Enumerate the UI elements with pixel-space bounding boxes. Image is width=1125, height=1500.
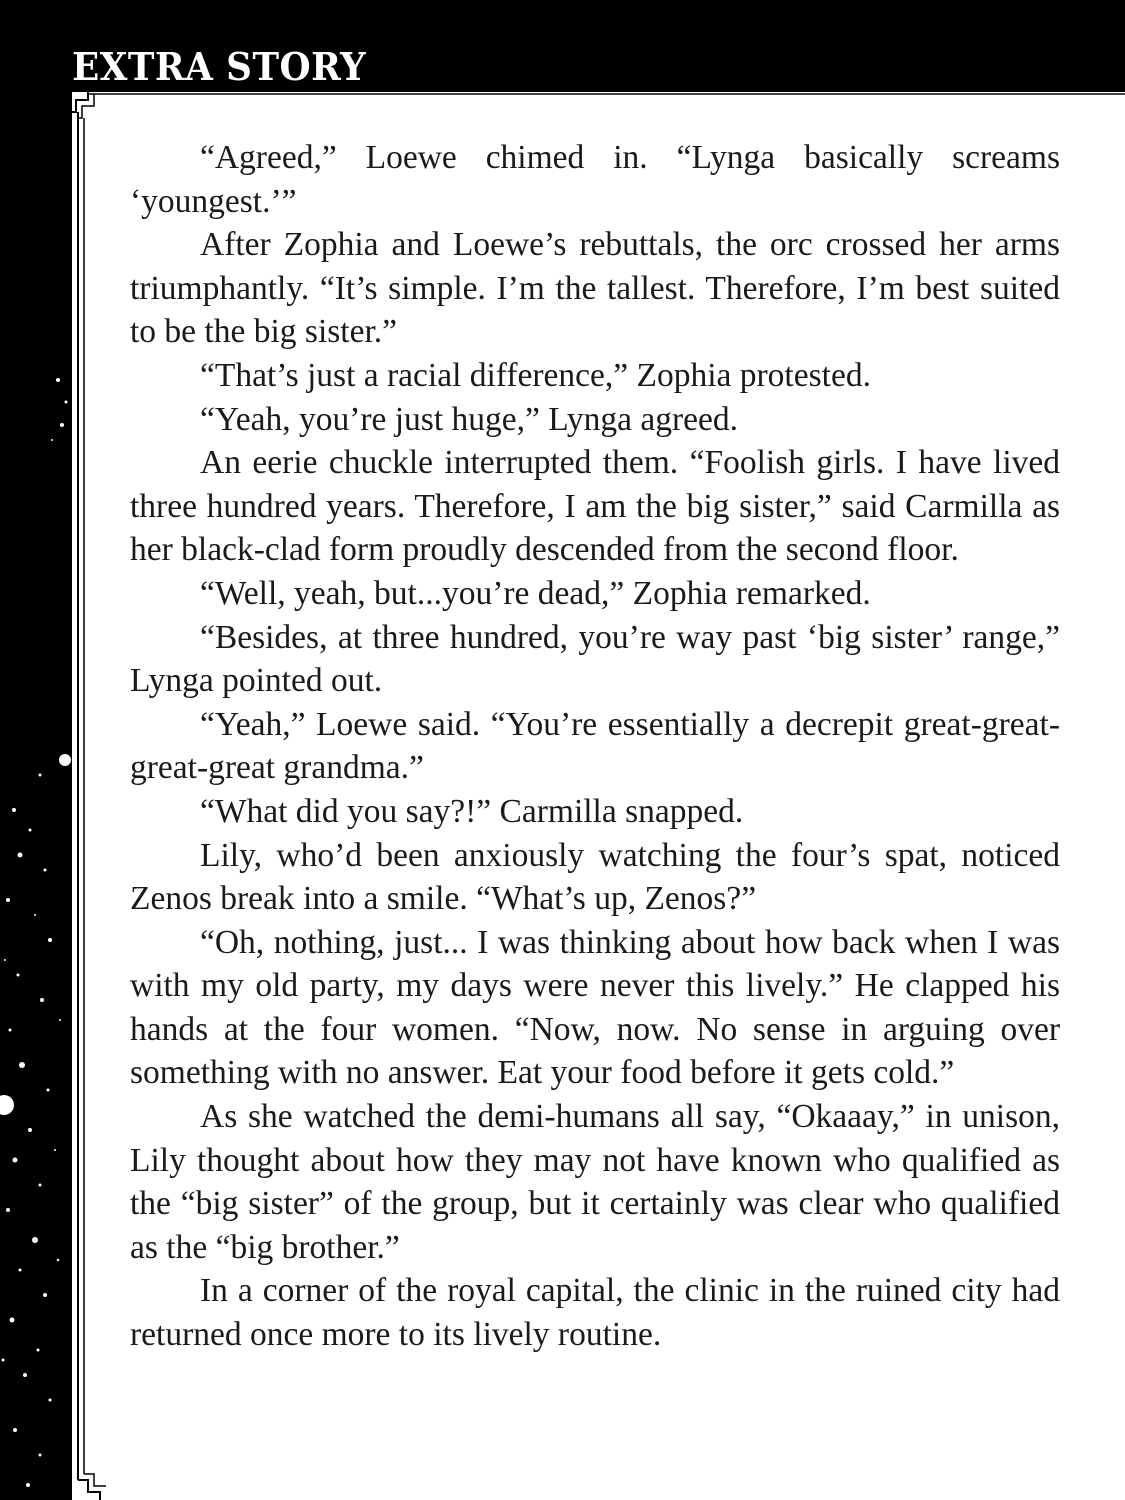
paragraph: “Besides, at three hundred, you’re way past ‘big sister’ range,” Lynga pointed out.	[130, 618, 1060, 700]
paragraph: “Well, yeah, but...you’re dead,” Zophia remarked.	[200, 574, 871, 612]
paragraph: As she watched the demi-humans all say, “Okaaay,” in unison, Lily thought about how they may not have known who qualified as the “big sister” of the group, but it certainly was clear who qualified as the “big brother.”	[130, 1098, 1060, 1266]
paragraph: After Zophia and Loewe’s rebuttals, the orc crossed her arms triumphantly. “It’s simple. I’m the tallest. Therefore, I’m best suited to be the big sister.”	[130, 226, 1060, 351]
paragraph: “Yeah,” Loewe said. “You’re essentially a decrepit great-great-great-great grandma.”	[130, 705, 1060, 787]
story-text-body	[130, 136, 1060, 1357]
paragraph: “Yeah, you’re just huge,” Lynga agreed.	[200, 400, 739, 438]
paragraph: “Oh, nothing, just... I was thinking about how back when I was with my old party, my days were never this lively.” He clapped his hands at the four women. “Now, now. No sense in arguing over something with no answer. Eat your food before it gets cold.”	[130, 923, 1060, 1092]
paragraph: In a corner of the royal capital, the clinic in the ruined city had returned once more to its lively routine.	[130, 1272, 1060, 1354]
paragraph: An eerie chuckle interrupted them. “Foolish girls. I have lived three hundred years. Therefore, I am the big sister,” said Carmilla as her black-clad form proudly descended from the second floor.	[130, 444, 1060, 569]
paragraph: “Agreed,” Loewe chimed in. “Lynga basically screams ‘youngest.’”	[130, 139, 1060, 220]
paragraph: “What did you say?!” Carmilla snapped.	[200, 792, 744, 830]
page-header-title: EXTRA STORY	[72, 44, 367, 89]
paragraph: “That’s just a racial difference,” Zophia protested.	[200, 356, 871, 394]
paragraph: Lily, who’d been anxiously watching the four’s spat, noticed Zenos break into a smile. “What’s up, Zenos?”	[130, 836, 1060, 918]
